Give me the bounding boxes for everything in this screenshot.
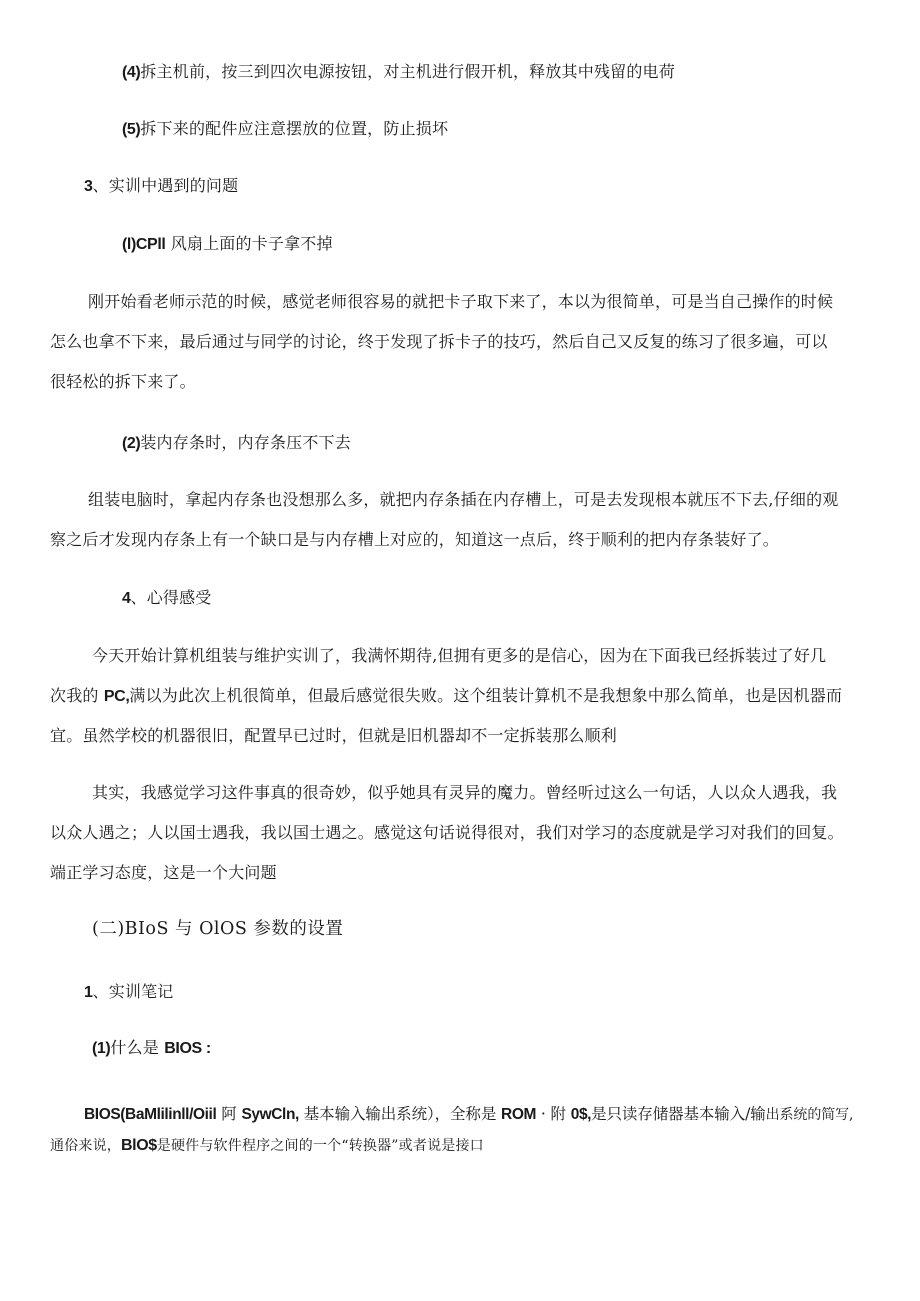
paragraph-line: 其实，我感觉学习这件事真的很奇妙，似乎她具有灵异的魔力。曾经听过这么一句话，人以众人遇我，我 [92, 783, 838, 802]
section-title: 、实训中遇到的问题 [92, 176, 239, 195]
item-text: 拆下来的配件应注意摆放的位置，防止损坏 [140, 119, 449, 138]
bios-definition-line-2: 通俗来说，BlO$是硬件与软件程序之间的一个“转换器”或者说是接口 [50, 1137, 484, 1154]
section-title: 、心得感受 [130, 588, 212, 607]
question-number: (1) [92, 1040, 111, 1057]
paragraph-line: 刚开始看老师示范的时候，感觉老师很容易的就把卡子取下来了，本以为很简单，可是当自己操作的时候 [88, 292, 834, 311]
question-heading: (1)什么是 BIOS : [92, 1038, 211, 1057]
problem-number: (l)CPll [122, 236, 166, 253]
item-text: 拆主机前，按三到四次电源按钮，对主机进行假开机，释放其中残留的电荷 [140, 62, 675, 81]
problem-heading-1 [122, 233, 333, 256]
list-item-5 [122, 118, 448, 141]
paragraph-line: 察之后才发现内存条上有一个缺口是与内存槽上对应的，知道这一点后，终于顺利的把内存条装好了。 [50, 530, 780, 549]
problem-number: (2) [122, 435, 141, 452]
section-number: 4 [122, 590, 131, 607]
problem-title: 装内存条时，内存条压不下去 [140, 433, 351, 452]
pc-term: PC, [103, 688, 130, 705]
paragraph-line: 次我的 PC,满以为此次上机很简单，但最后感觉很失败。这个组装计算机不是我想象中那么简单，也是因机器而 [50, 686, 843, 705]
problem-heading-2 [122, 432, 351, 455]
item-number: (4) [122, 64, 141, 81]
item-number: (5) [122, 121, 141, 138]
paragraph-line: 以众人遇之；人以国士遇我，我以国士遇之。感觉这句话说得很对，我们对学习的态度就是学习对我们的回复。 [50, 823, 844, 842]
bios-definition-line-1: BIOS(BaMlilinll/Oiil 阿 SywCln, 基本输入输出系统），全称是 ROM · 附 0$,是只读存储器基本输入/输出系统的简写, [84, 1105, 854, 1123]
problem-title: 风扇上面的卡子拿不掉 [165, 234, 333, 253]
paragraph-line: 宜。虽然学校的机器很旧，配置早已过时，但就是旧机器却不一定拆装那么顺利 [50, 726, 618, 745]
subsection-title: 、实训笔记 [92, 982, 174, 1001]
subsection-heading-1 [84, 981, 174, 1004]
paragraph-line: 怎么也拿不下来，最后通过与同学的讨论，终于发现了拆卡子的技巧，然后自己又反复的练习了很多遍，可以 [50, 332, 828, 351]
section-number: 3 [84, 178, 93, 195]
section-heading-3 [84, 175, 238, 198]
bios-term: BIOS : [164, 1040, 211, 1057]
paragraph-line: 今天开始计算机组装与维护实训了，我满怀期待,但拥有更多的是信心，因为在下面我已经拆装过了好几 [92, 646, 827, 665]
paragraph-line: 组装电脑时，拿起内存条也没想那么多，就把内存条插在内存槽上，可是去发现根本就压不下去,仔细的观 [88, 490, 839, 509]
subsection-number: 1 [84, 984, 93, 1001]
section-heading-bios: (二)BIoS 与 OlOS 参数的设置 [92, 919, 344, 939]
paragraph-line: 很轻松的拆下来了。 [50, 372, 196, 391]
list-item-4 [122, 61, 675, 84]
section-heading-4 [122, 587, 212, 610]
paragraph-line: 端正学习态度，这是一个大问题 [50, 863, 277, 882]
